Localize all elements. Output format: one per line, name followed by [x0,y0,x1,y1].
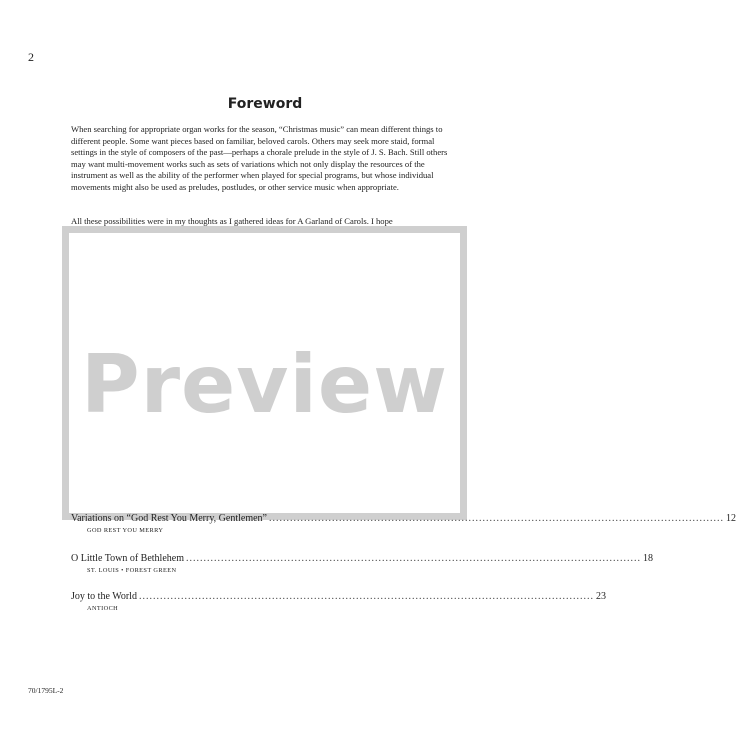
toc-page: 18 [642,553,653,564]
table-of-contents [71,513,736,629]
toc-title: Variations on “God Rest You Merry, Gentlemen” [71,513,267,524]
preview-watermark: Preview [80,338,449,431]
toc-entry[interactable] [71,553,653,591]
toc-page: 12 [726,513,736,524]
preview-overlay [62,226,467,520]
page-number: 2 [28,50,34,64]
page-title: Foreword [227,96,303,112]
toc-tune-names: GOD REST YOU MERRY [87,527,164,534]
toc-leader: .................................................................................................................................. [185,553,641,564]
toc-leader: .................................................................................................................................. [269,513,724,524]
toc-entry[interactable] [71,513,736,553]
catalog-number: 70/1795L-2 [28,686,64,695]
toc-title: Joy to the World [71,591,137,602]
toc-tune-names: ST. LOUIS • FOREST GREEN [87,567,177,574]
toc-title: O Little Town of Bethlehem [71,553,184,564]
toc-leader: .................................................................................................................................. [138,591,594,602]
toc-page: 23 [595,591,606,602]
foreword-paragraph: When searching for appropriate organ works for the season, “Christmas music” can mean different things to different people. Some want pieces based on familiar, beloved carols. Others may seek more staid, formal settings in the style of composers of the past—perhaps a chorale prelude in the style of J. S. Bach. Still others may want multi-movement works such as sets of variations which not only display the resources of the instrument as well as the ability of the performer when played for special programs, but whose individual movements might also be used as preludes, postludes, or other service music when appropriate. [71,124,448,192]
toc-tune-names: ANTIOCH [87,605,119,612]
toc-entry[interactable] [71,591,606,629]
foreword-paragraph-2: All these possibilities were in my thoughts as I gathered ideas for A Garland of Carols. I hope [71,216,393,226]
